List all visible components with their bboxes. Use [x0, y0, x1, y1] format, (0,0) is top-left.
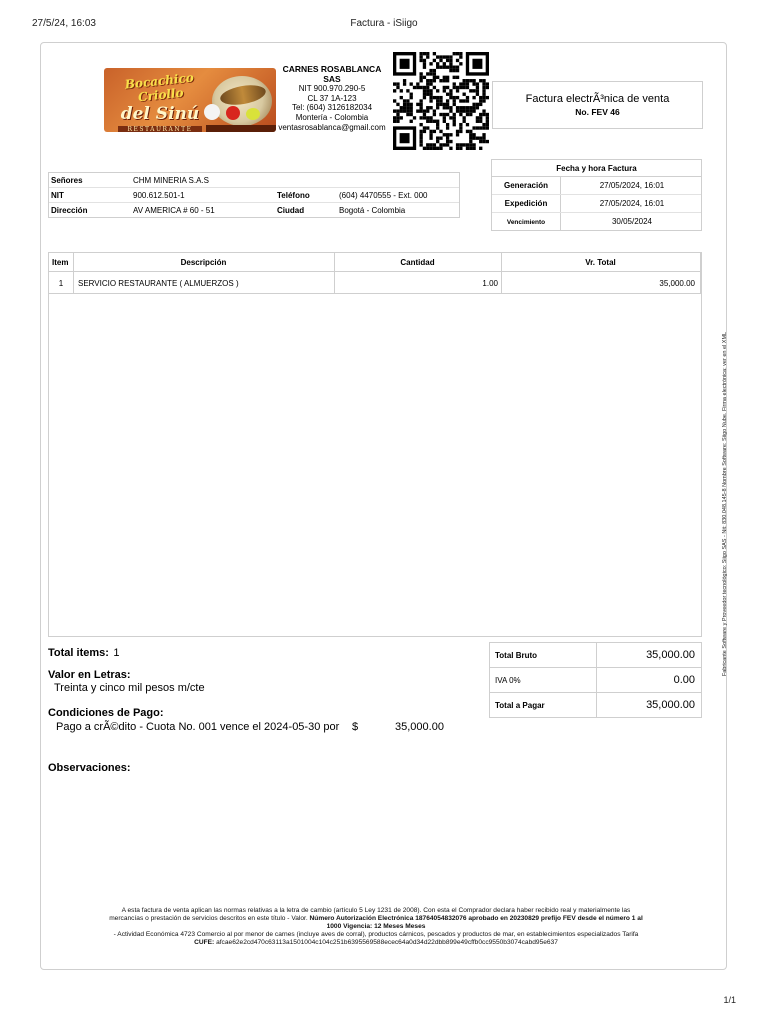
client-info-table: [48, 172, 460, 218]
expedicion-label: Expedición: [492, 195, 561, 212]
logo-text-line3: RESTAURANTE: [118, 126, 202, 132]
qr-code: [393, 52, 489, 150]
ciudad-value: Bogotá - Colombia: [339, 206, 406, 215]
table-row: [49, 272, 701, 294]
print-datetime: 27/5/24, 16:03: [32, 18, 96, 29]
legal-line1: A esta factura de venta aplican las normas relativas a la letra de cambio (artículo 5 Ley 1231 de 2008). Con esta el Comprador declara haber recibido real y materialmente las: [121, 907, 631, 914]
total-items-value: 1: [113, 647, 120, 659]
telefono-label: Teléfono: [277, 191, 310, 200]
total-pagar-label: Total a Pagar: [495, 701, 545, 710]
vencimiento-label: Vencimiento: [492, 213, 561, 231]
total-items-label: Total items:: [48, 647, 109, 659]
company-email: ventasrosablanca@gmail.com: [278, 122, 386, 132]
legal-line3-bold: 1000 Vigencia: 12 Meses Meses: [326, 923, 426, 930]
telefono-value: (604) 4470555 - Ext. 000: [339, 191, 428, 200]
legal-line2-bold: Número Autorización Electrónica 18764054832076 aprobado en 20230829 prefijo FEV desde el número 1 al: [309, 915, 643, 922]
software-vertical-text: [708, 294, 742, 714]
observaciones-label: Observaciones:: [48, 762, 131, 774]
legal-footer: [60, 907, 692, 947]
total-bruto-value: 35,000.00: [646, 649, 695, 661]
valor-letras-label: Valor en Letras:: [48, 669, 131, 681]
items-table: [48, 252, 702, 637]
condiciones-value: Pago a crÃ©dito - Cuota No. 001 vence el 2024-05-30 por: [56, 721, 340, 733]
nit-label: NIT: [51, 191, 64, 200]
senores-label: Señores: [51, 176, 83, 185]
restaurant-logo: [104, 68, 276, 132]
cufe-label: CUFE:: [194, 939, 215, 946]
logo-strip: [206, 125, 276, 132]
dates-box: [491, 159, 702, 231]
expedicion-value: 27/05/2024, 16:01: [599, 199, 665, 208]
iva-label: IVA 0%: [495, 676, 521, 685]
legal-line4: - Actividad Económica 4723 Comercio al por menor de carnes (incluye aves de corral), productos cárnicos, pescados y productos de mar, en establecimientos especializados Tarifa: [113, 931, 639, 938]
senores-value: CHM MINERIA S.A.S: [133, 176, 210, 185]
print-page-title: Factura - iSiigo: [350, 18, 418, 29]
condiciones-label: Condiciones de Pago:: [48, 707, 164, 719]
company-phone: Tel: (604) 3126182034: [291, 103, 373, 113]
logo-text-line1: Bocachico Criollo: [124, 70, 195, 105]
condiciones-amount: 35,000.00: [395, 721, 444, 733]
row-item: 1: [58, 279, 64, 288]
vertical-text: Fabricante Software y Proveedor tecnológico: Siigo SAS - Nit: 830.048.145-8 Nombre Software: Siigo Nube. Firma electrónica: ver en el XML: [722, 331, 728, 677]
valor-letras-value: Treinta y cinco mil pesos m/cte: [54, 682, 205, 694]
generacion-value: 27/05/2024, 16:01: [599, 181, 665, 190]
invoice-number: No. FEV 46: [575, 107, 620, 117]
header-cantidad: Cantidad: [400, 258, 435, 267]
ciudad-label: Ciudad: [277, 206, 305, 215]
generacion-label: Generación: [492, 177, 561, 194]
direccion-label: Dirección: [51, 206, 88, 215]
legal-line2-normal: mercancías o prestación de servicios descritos en este título - Valor.: [109, 915, 308, 922]
header-descripcion: Descripción: [180, 258, 227, 267]
row-descripcion: SERVICIO RESTAURANTE ( ALMUERZOS ): [78, 279, 239, 288]
invoice-title-box: [492, 81, 703, 129]
row-cantidad: 1.00: [482, 279, 498, 288]
direccion-value: AV AMERICA # 60 - 51: [133, 206, 215, 215]
header-total: Vr. Total: [585, 258, 616, 267]
total-items: [48, 643, 120, 661]
nit-value: 900.612.501-1: [133, 191, 185, 200]
qr-code-graphic: [393, 52, 489, 150]
vencimiento-value: 30/05/2024: [611, 217, 653, 226]
totals-box: [489, 642, 702, 718]
page-number: 1/1: [723, 995, 736, 1005]
company-nit: NIT 900.970.290-5: [298, 84, 366, 94]
company-name: CARNES ROSABLANCA SAS: [282, 64, 382, 84]
company-address: CL 37 1A-123: [307, 93, 357, 103]
iva-value: 0.00: [673, 674, 695, 686]
total-pagar-value: 35,000.00: [646, 699, 695, 711]
header-item: Item: [52, 258, 69, 267]
condiciones-currency: $: [352, 721, 359, 733]
total-bruto-label: Total Bruto: [495, 651, 538, 660]
company-info: [276, 65, 388, 132]
cufe-value: afcae62e2cd470c63113a1501004c104c251b6395569588ecec64a0d34d22dbb899e49cffb0cc9550b3074cabd95e637: [216, 939, 558, 946]
logo-text-line2: del Sinú: [120, 104, 200, 124]
logo-tomato-graphic: [226, 106, 240, 120]
logo-lemon-graphic: [246, 108, 260, 120]
row-total: 35,000.00: [659, 279, 695, 288]
dates-header: Fecha y hora Factura: [492, 160, 701, 177]
company-city: Montería - Colombia: [295, 112, 369, 122]
items-table-header: [49, 253, 701, 272]
invoice-title: Factura electrÃ³nica de venta: [525, 93, 670, 105]
